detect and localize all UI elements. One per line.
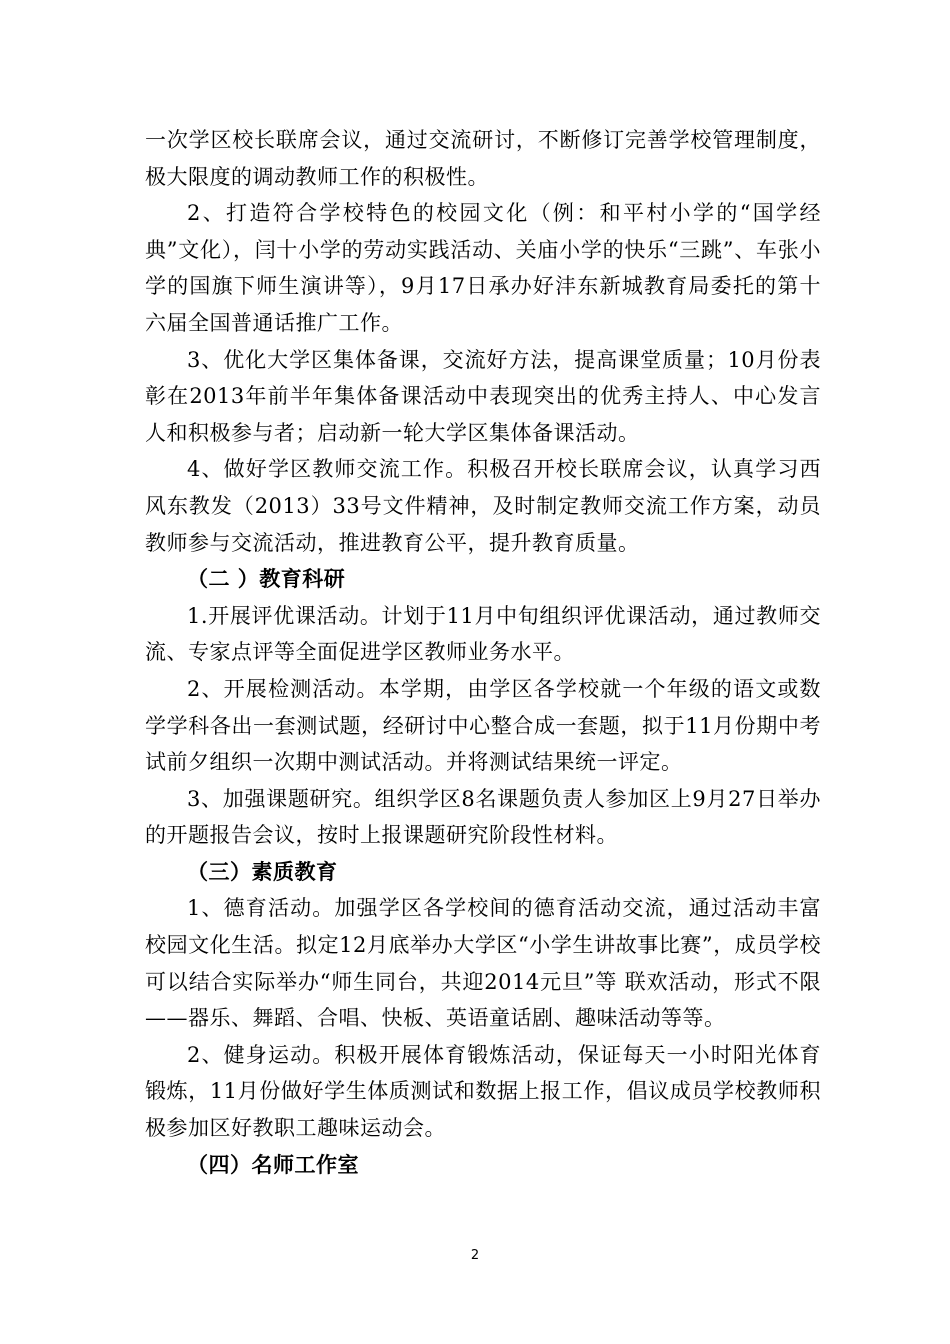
paragraph: 3、优化大学区集体备课，交流好方法，提高课堂质量；10月份表彰在2013年前半年集体备课活动中表现突出的优秀主持人、中心发言人和积极参与者；启动新一轮大学区集体备课活动。 bbox=[145, 347, 821, 445]
paragraph: 一次学区校长联席会议，通过交流研讨，不断修订完善学校管理制度，极大限度的调动教师工作的积极性。 bbox=[145, 128, 821, 189]
page-number: 2 bbox=[470, 1248, 480, 1263]
paragraph: 2、开展检测活动。本学期，由学区各学校就一个年级的语文或数学学科各出一套测试题，经研讨中心整合成一套题，拟于11月份期中考试前夕组织一次期中测试活动。并将测试结果统一评定。 bbox=[145, 676, 821, 775]
paragraph: 2、打造符合学校特色的校园文化（例：和平村小学的“国学经典”文化），闫十小学的劳动实践活动、关庙小学的快乐“三跳”、车张小学的国旗下师生演讲等），9月17日承办好沣东新城教育局委托的第十六届全国普通话推广工作。 bbox=[145, 201, 821, 335]
paragraph: 4、做好学区教师交流工作。积极召开校长联席会议，认真学习西风东教发（2013）33号文件精神，及时制定教师交流工作方案，动员教师参与交流活动，推进教育公平，提升教育质量。 bbox=[145, 457, 821, 555]
section-heading: （二 ）教育科研 bbox=[187, 566, 346, 592]
section-heading: （四）名师工作室 bbox=[187, 1151, 359, 1177]
paragraph: 2、健身运动。积极开展体育锻炼活动，保证每天一小时阳光体育锻炼，11月份做好学生体质测试和数据上报工作，倡议成员学校教师积极参加区好教职工趣味运动会。 bbox=[145, 1042, 821, 1141]
document-body bbox=[145, 122, 821, 1183]
section-heading: （三）素质教育 bbox=[187, 858, 338, 884]
paragraph: 1、德育活动。加强学区各学校间的德育活动交流，通过活动丰富校园文化生活。拟定12月底举办大学区“小学生讲故事比赛”，成员学校可以结合实际举办“师生同台，共迎2014元旦”等 联欢活动，形式不限——器乐、舞蹈、合唱、快板、英语童话剧、趣味活动等等。 bbox=[145, 896, 821, 1031]
paragraph: 3、加强课题研究。组织学区8名课题负责人参加区上9月27日举办的开题报告会议，按时上报课题研究阶段性材料。 bbox=[145, 786, 821, 848]
paragraph: 1.开展评优课活动。计划于11月中旬组织评优课活动，通过教师交流、专家点评等全面促进学区教师业务水平。 bbox=[145, 603, 821, 665]
